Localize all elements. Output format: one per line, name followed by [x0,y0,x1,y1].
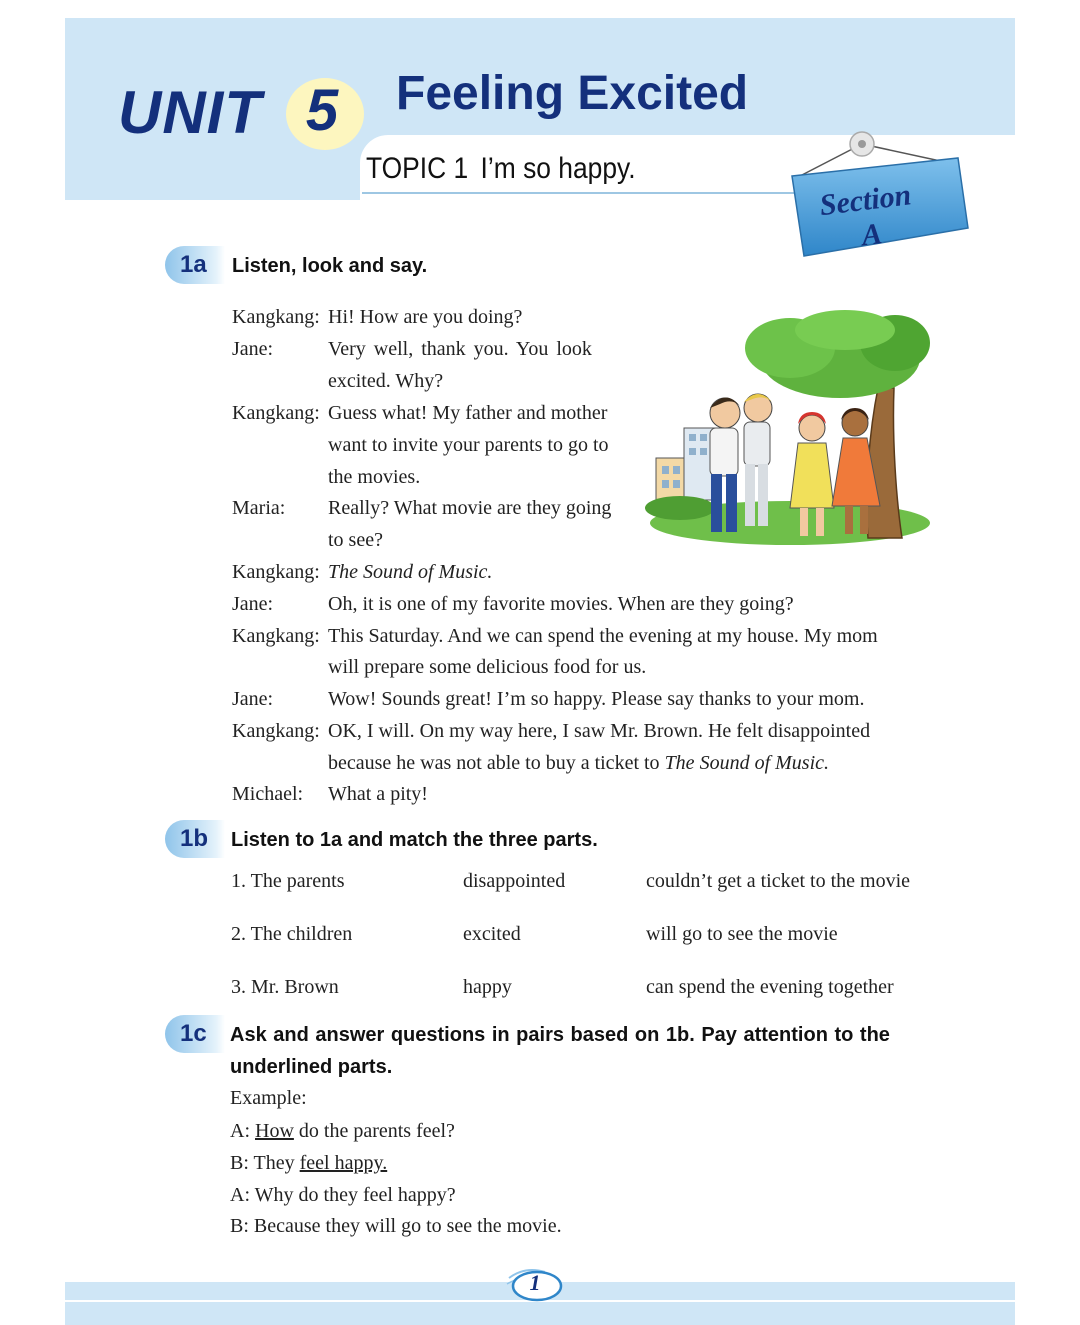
match-reason: couldn’t get a ticket to the movie [646,870,911,892]
dialogue-line: Wow! Sounds great! I’m so happy. Please say thanks to your mom. [328,688,865,710]
speaker: Kangkang: [232,561,320,583]
example-line-prefix: A: [230,1120,255,1142]
dialogue-line: This Saturday. And we can spend the evening at my house. My mom [328,625,878,647]
match-reason: can spend the evening together [646,976,894,998]
exercise-badge-1c: 1c [165,1015,225,1053]
exercise-badge-1b: 1b [165,820,225,858]
dialogue-line: OK, I will. On my way here, I saw Mr. Brown. He felt disappointed [328,720,871,742]
exercise-heading-1c: Ask and answer questions in pairs based on 1b. Pay attention to the [230,1024,890,1046]
speaker: Michael: [232,783,304,805]
example-line [230,1120,455,1143]
dialogue-line: Hi! How are you doing? [328,306,523,328]
dialogue-line: Very well, thank you. You look [328,338,592,360]
speaker: Maria: [232,497,286,519]
dialogue-line: excited. Why? [328,370,444,392]
speaker: Kangkang: [232,720,320,742]
example-line: B: Because they will go to see the movie. [230,1215,562,1237]
match-subject: 1. The parents [231,870,345,892]
exercise-heading-1b: Listen to 1a and match the three parts. [231,829,598,851]
section-letter: A [859,217,884,253]
dialogue-line-text: because he was not able to buy a ticket to [328,752,660,774]
exercise-badge-1a: 1a [165,246,225,284]
speaker: Kangkang: [232,625,320,647]
topic-title: I’m so happy. [480,152,636,185]
match-subject: 2. The children [231,923,353,945]
speaker: Jane: [232,593,274,615]
example-line-prefix: B: They [230,1152,300,1174]
dialogue-line: will prepare some delicious food for us. [328,656,647,678]
topic-rule [362,192,794,194]
example-line-suffix: do the parents feel? [293,1120,455,1142]
speaker: Jane: [232,338,274,360]
dialogue-line: Guess what! My father and mother [328,402,608,424]
speaker: Kangkang: [232,306,320,328]
match-feeling: excited [463,923,521,945]
topic-heading [366,152,636,186]
dialogue-line: the movies. [328,466,421,488]
section-word: Section [817,178,913,223]
dialogue-line: Oh, it is one of my favorite movies. When are they going? [328,593,794,615]
underlined-part: feel happy. [299,1152,388,1174]
unit-number: 5 [305,78,339,143]
unit-word: UNIT [118,79,262,146]
dialogue-line: Really? What movie are they going [328,497,612,519]
dialogue-line: want to invite your parents to go to [328,434,609,456]
unit-title: Feeling Excited [396,67,749,120]
page-number: 1 [529,1270,541,1295]
example-label: Example: [230,1087,307,1109]
dialogue-line: to see? [328,529,383,551]
topic-label: TOPIC 1 [366,152,469,185]
dialogue-line: What a pity! [328,783,428,805]
exercise-heading-1a: Listen, look and say. [232,255,428,277]
underlined-part: How [255,1120,294,1142]
match-feeling: happy [463,976,512,998]
match-reason: will go to see the movie [646,923,838,945]
section-sign [790,128,975,263]
movie-title: The Sound of Music. [664,752,829,774]
speaker: Kangkang: [232,402,320,424]
dialogue-line [328,747,829,779]
example-line [230,1152,387,1175]
match-feeling: disappointed [463,870,566,892]
example-line: A: Why do they feel happy? [230,1184,456,1206]
speaker: Jane: [232,688,274,710]
exercise-heading-1c-cont: underlined parts. [230,1056,393,1078]
children-under-tree-illustration [640,308,930,553]
match-subject: 3. Mr. Brown [231,976,339,998]
dialogue-line: The Sound of Music. [328,561,493,583]
